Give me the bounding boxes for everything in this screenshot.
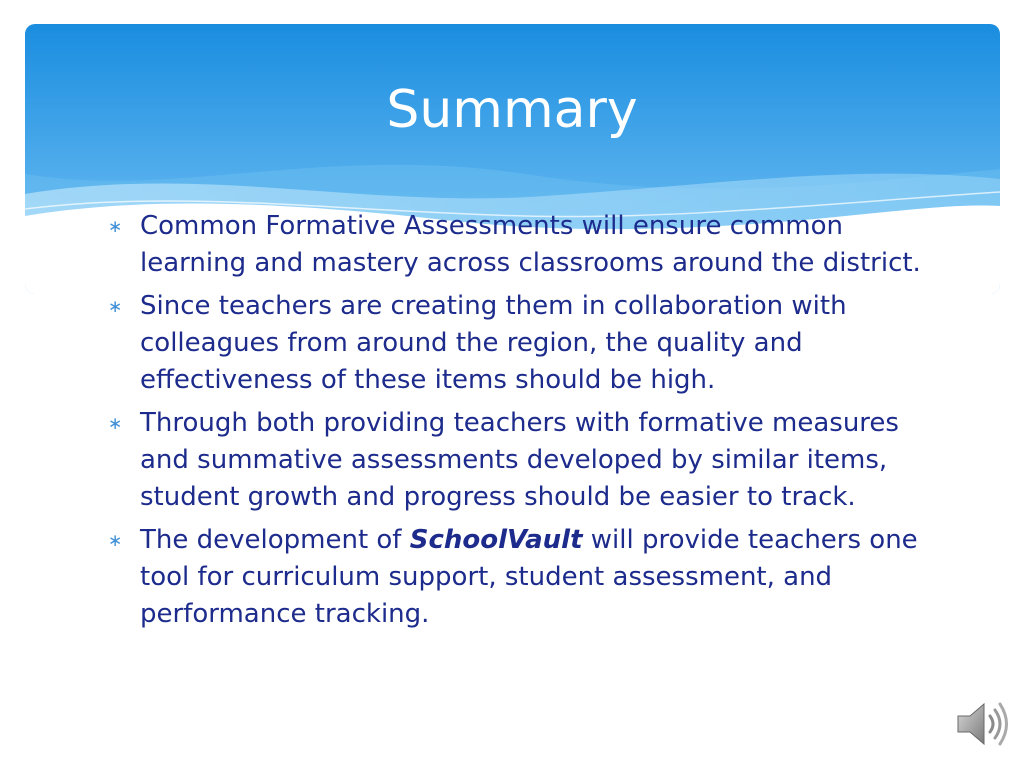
asterisk-bullet-icon: ∗ — [108, 217, 123, 237]
bullet-text-after: will provide teachers one tool for curriculum support, student assessment, and performance tracking. — [140, 525, 918, 629]
bullet-text-before: The development of — [140, 525, 410, 555]
bullet-text — [140, 525, 918, 629]
asterisk-bullet-icon: ∗ — [108, 297, 123, 317]
slide-title: Summary — [386, 80, 638, 140]
bullet-text: Through both providing teachers with formative measures and summative assessments developed by similar items, student growth and progress should be easier to track. — [140, 408, 899, 512]
bullet-item — [100, 522, 930, 633]
bullet-text: Since teachers are creating them in collaboration with colleagues from around the region, the quality and effectiveness of these items should be high. — [140, 291, 847, 395]
asterisk-bullet-icon: ∗ — [108, 531, 123, 551]
bullet-text: Common Formative Assessments will ensure common learning and mastery across classrooms around the district. — [140, 211, 921, 278]
bullet-item — [100, 208, 930, 282]
bullet-list — [100, 208, 930, 639]
speaker-icon[interactable] — [950, 692, 1014, 756]
bullet-item — [100, 405, 930, 516]
product-name: SchoolVault — [409, 525, 583, 555]
bullet-item — [100, 288, 930, 399]
asterisk-bullet-icon: ∗ — [108, 414, 123, 434]
